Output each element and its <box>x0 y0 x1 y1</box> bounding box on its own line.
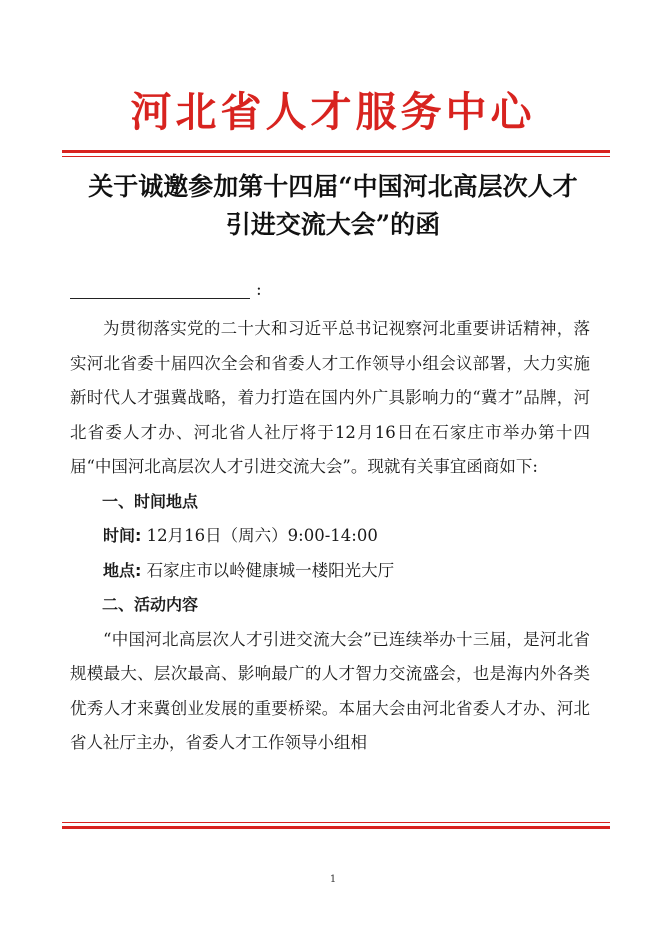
footer-rule-thick <box>62 826 610 829</box>
time-row <box>70 519 590 554</box>
salutation <box>70 280 270 304</box>
salutation-colon: : <box>256 280 262 300</box>
time-label: 时间: <box>103 526 142 545</box>
header-rule-thin <box>62 156 610 157</box>
organization-header: 河北省人才服务中心 <box>130 88 536 136</box>
place-row <box>70 554 590 589</box>
document-title-line-2: 引进交流大会”的函 <box>225 210 441 239</box>
footer-rule-thin <box>62 822 610 823</box>
recipient-blank-line <box>70 298 250 299</box>
document-title-line-1: 关于诚邀参加第十四届“中国河北高层次人才 <box>88 172 578 201</box>
time-value: 12月16日（周六）9:00-14:00 <box>146 526 378 545</box>
content-paragraph: “中国河北高层次人才引进交流大会”已连续举办十三届，是河北省规模最大、层次最高、影响最广的人才智力交流盛会，也是海内外各类优秀人才来冀创业发展的重要桥梁。本届大会由河北省委人才办、河北省人社厅主办，省委人才工作领导小组相 <box>70 629 590 752</box>
place-label: 地点: <box>103 560 142 580</box>
intro-paragraph: 为贯彻落实党的二十大和习近平总书记视察河北重要讲话精神，落实河北省委十届四次全会和省委人才工作领导小组会议部署，大力实施新时代人才强冀战略，着力打造在国内外广具影响力的“冀才”品牌，河北省委人才办、河北省人社厅将于12月16日在石家庄市举办第十四届“中国河北高层次人才引进交流大会”。现就有关事宜函商如下: <box>70 319 590 476</box>
place-value: 石家庄市以岭健康城一楼阳光大厅 <box>146 560 395 580</box>
header-rule-thick <box>62 150 610 153</box>
section-heading-time-place: 一、时间地点 <box>102 491 199 511</box>
letter-body <box>70 312 590 761</box>
page-number: 1 <box>329 874 337 885</box>
document-title <box>40 168 626 244</box>
section-heading-content: 二、活动内容 <box>102 595 199 614</box>
